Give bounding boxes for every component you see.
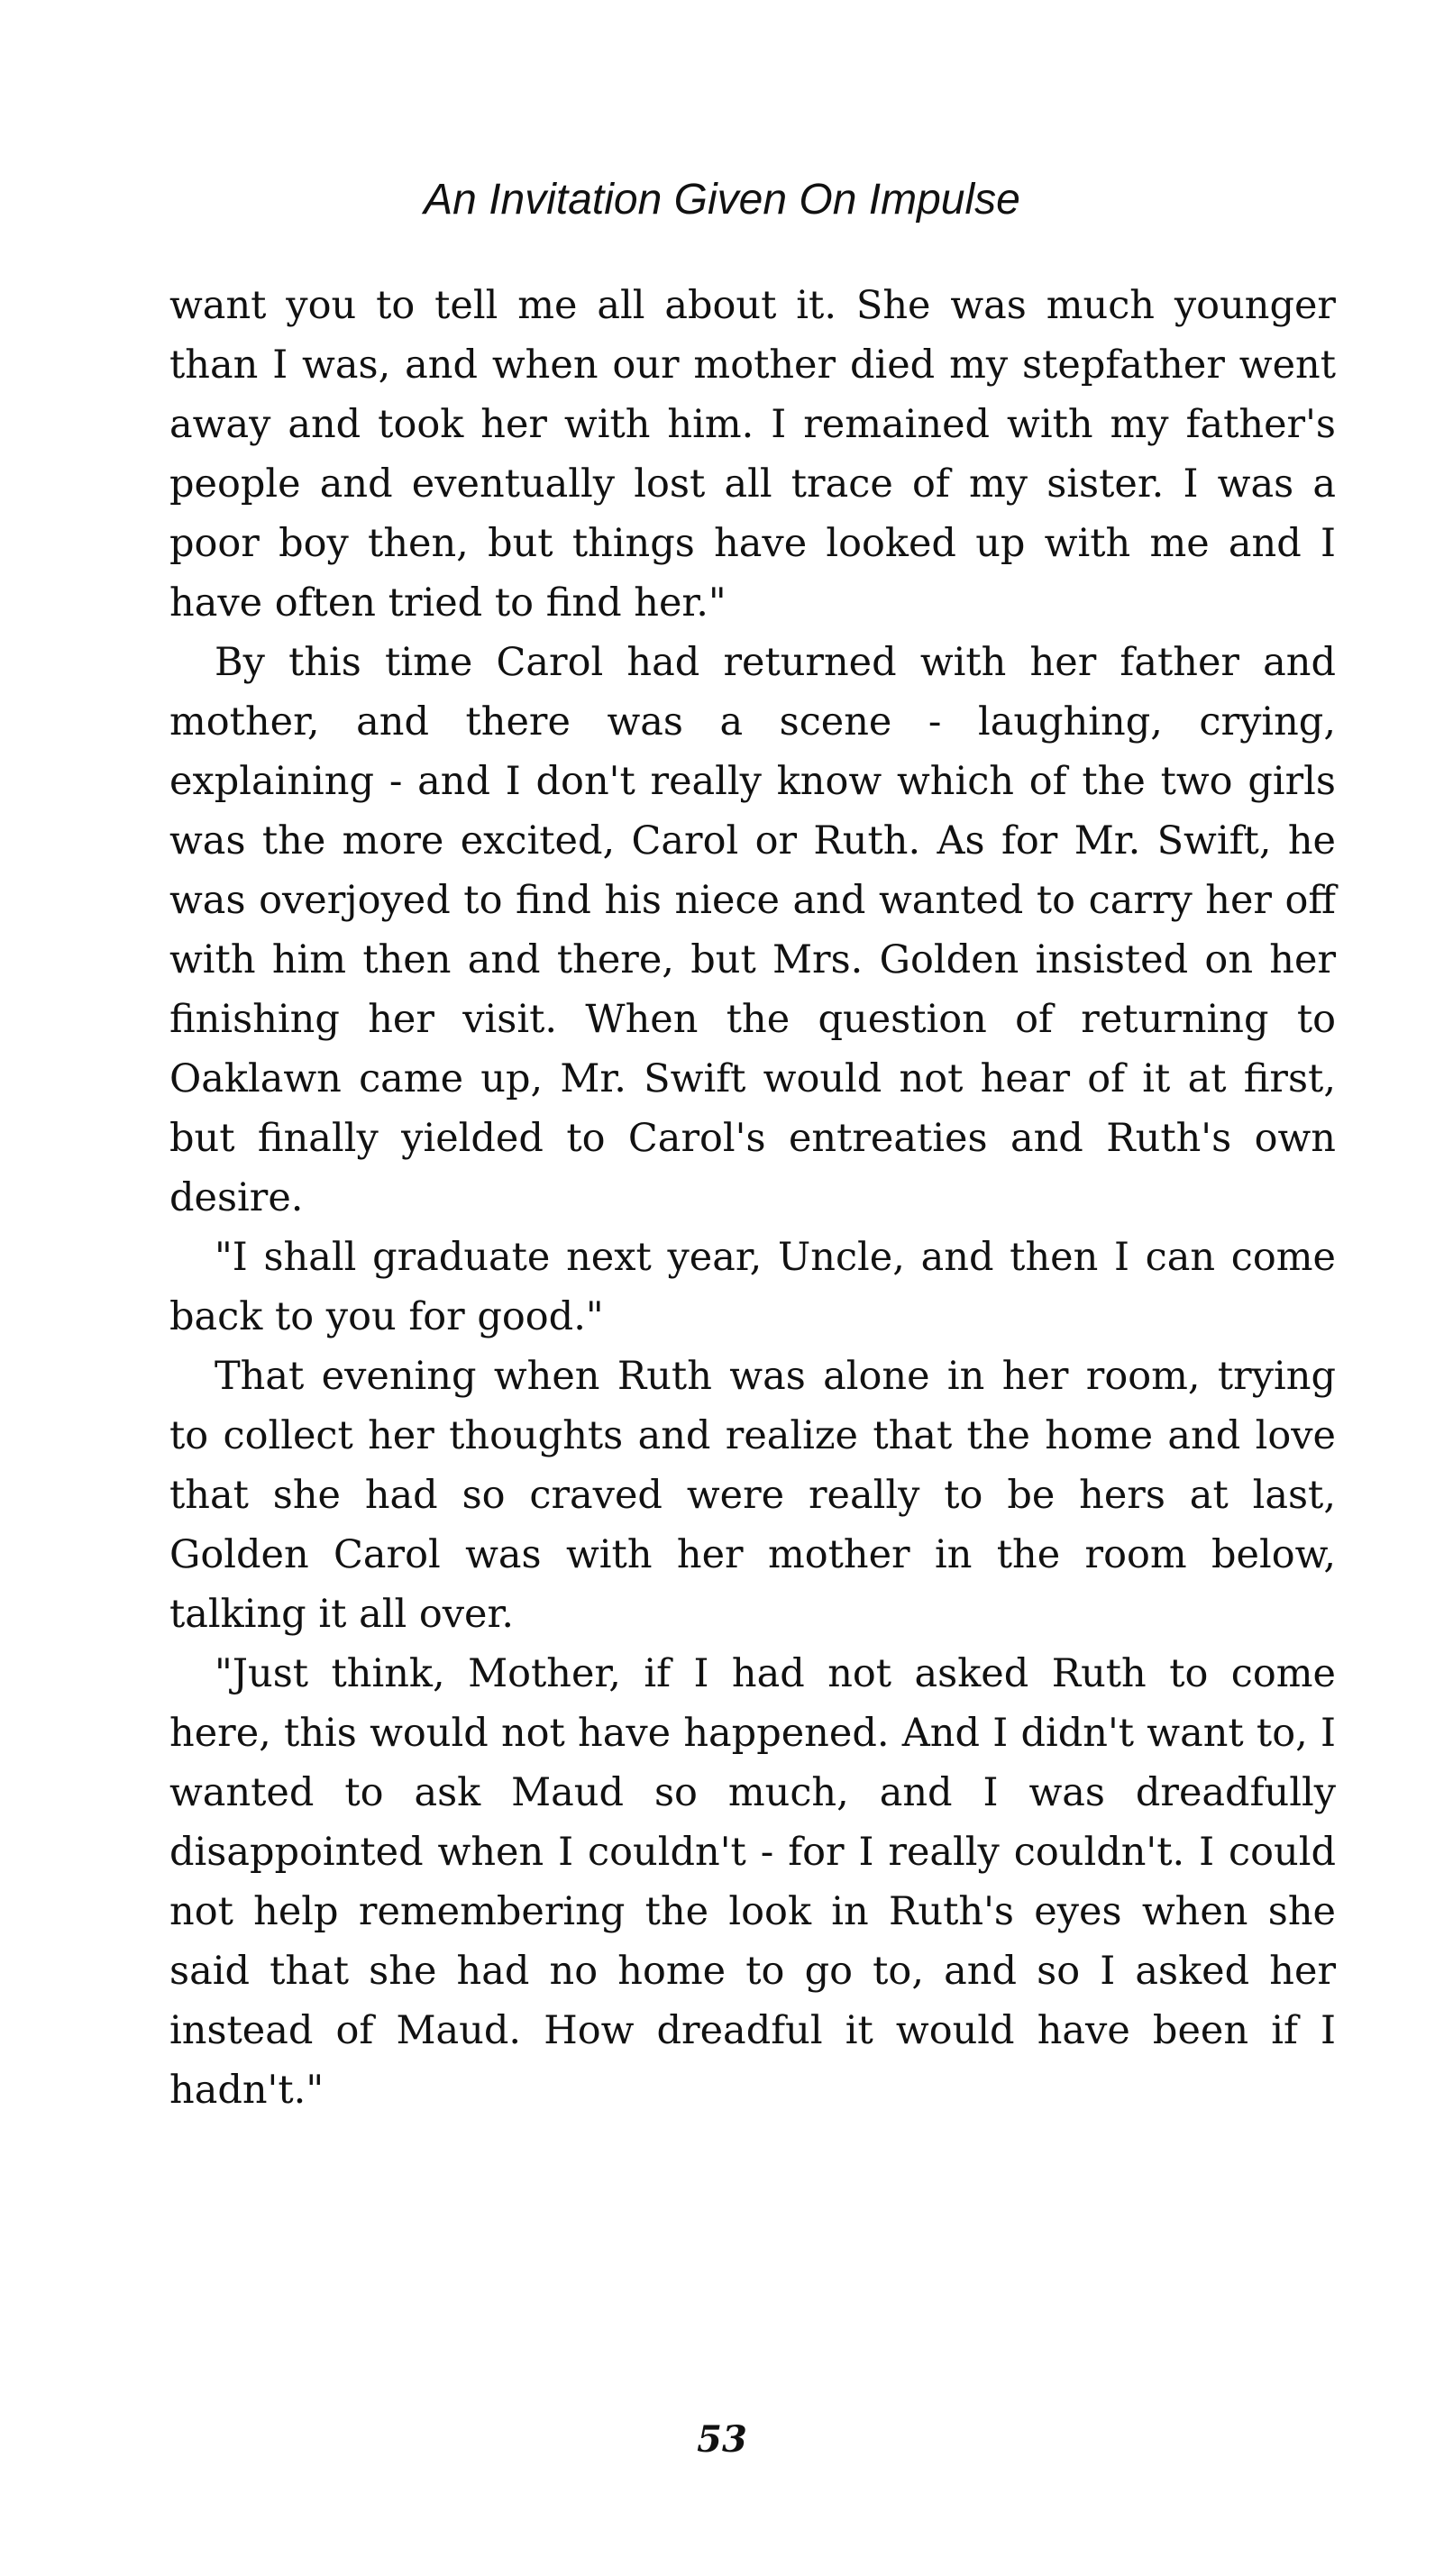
- paragraph-1: want you to tell me all about it. She was much younger than I was, and when our mother died my stepfather went away and took her with him. I remained with my father's people and eventually lost all trace of my sister. I was a poor boy then, but things have looked up with me and I have often tried to find her.": [169, 283, 1336, 626]
- paragraph-3: "I shall graduate next year, Uncle, and then I can come back to you for good.": [169, 1235, 1336, 1339]
- page-number: 53: [697, 2418, 747, 2461]
- paragraph-4: That evening when Ruth was alone in her room, trying to collect her thoughts and realize that the home and love that she had so craved were really to be hers at last, Golden Carol was with her mother in the room below, talking it all over.: [169, 1354, 1336, 1637]
- body-text: [169, 276, 1336, 2120]
- paragraph-5: "Just think, Mother, if I had not asked Ruth to come here, this would not have happened. And I didn't want to, I wanted to ask Maud so much, and I was dreadfully disappointed when I couldn't - for I really couldn't. I could not help remembering the look in Ruth's eyes when she said that she had no home to go to, and so I asked her instead of Maud. How dreadful it would have been if I hadn't.": [169, 1651, 1336, 2113]
- running-head: An Invitation Given On Impulse: [424, 176, 1020, 224]
- paragraph-2: By this time Carol had returned with her father and mother, and there was a scene - laughing, crying, explaining - and I don't really know which of the two girls was the more excited, Carol or Ruth. As for Mr. Swift, he was overjoyed to find his niece and wanted to carry her off with him then and there, but Mrs. Golden insisted on her finishing her visit. When the question of returning to Oaklawn came up, Mr. Swift would not hear of it at first, but finally yielded to Carol's entreaties and Ruth's own desire.: [169, 640, 1336, 1220]
